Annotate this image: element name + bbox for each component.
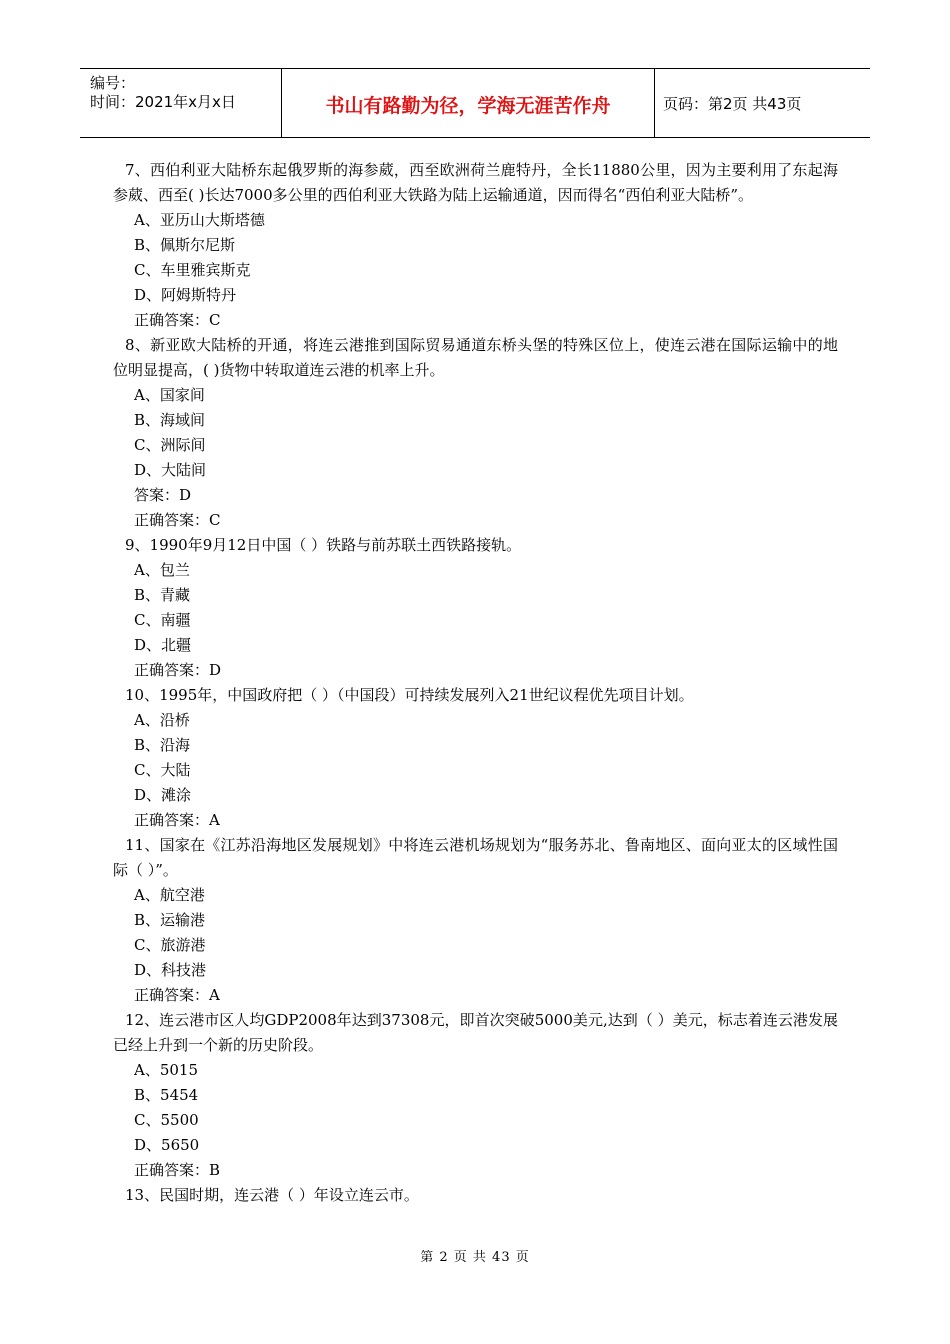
header-motto: 书山有路勤为径，学海无涯苦作舟 [325, 95, 611, 117]
answer-option: B、佩斯尔尼斯 [134, 236, 236, 254]
answer-option: A、航空港 [134, 886, 205, 904]
header-motto-cell [282, 69, 655, 137]
answer-option: D、5650 [134, 1136, 200, 1154]
answer-option: A、5015 [134, 1061, 199, 1079]
question-block [113, 533, 838, 683]
question-block [113, 158, 838, 333]
answer-option: D、阿姆斯特丹 [134, 286, 237, 304]
question-block [113, 333, 838, 533]
answer-option: D、北疆 [134, 636, 192, 654]
document-time-label: 时间：2021年x月x日 [90, 93, 236, 111]
answer-option: D、滩涂 [134, 786, 192, 804]
question-text: 9、1990年9月12日中国（ ）铁路与前苏联土西铁路接轨。 [125, 536, 522, 554]
answer-option: C、车里雅宾斯克 [134, 261, 251, 279]
answer-option: C、5500 [134, 1111, 199, 1129]
correct-answer: 正确答案：A [134, 986, 220, 1004]
question-block [113, 833, 838, 1008]
answer-option: A、沿桥 [134, 711, 190, 729]
document-number-label: 编号： [90, 74, 136, 92]
header-page-label: 页码：第2页 共43页 [663, 95, 802, 113]
answer-option: C、大陆 [134, 761, 191, 779]
question-text: 12、连云港市区人均GDP2008年达到37308元，即首次突破5000美元,达到（ ）美元，标志着连云港发展已经上升到一个新的历史阶段。 [113, 1011, 838, 1054]
correct-answer: 正确答案：D [134, 661, 222, 679]
page-footer: 第 2 页 共 43 页 [420, 1250, 530, 1265]
answer-option: A、亚历山大斯塔德 [134, 211, 265, 229]
question-list [113, 158, 838, 1208]
correct-answer: 正确答案：C [134, 511, 221, 529]
question-block [113, 1183, 838, 1208]
answer-option: A、国家间 [134, 386, 205, 404]
answer-option: B、沿海 [134, 736, 191, 754]
question-text: 8、新亚欧大陆桥的开通，将连云港推到国际贸易通道东桥头堡的特殊区位上，使连云港在国际运输中的地位明显提高，( )货物中转取道连云港的机率上升。 [113, 336, 838, 379]
answer-option: D、科技港 [134, 961, 207, 979]
answer-option: C、洲际间 [134, 436, 206, 454]
header-info-cell [80, 69, 282, 137]
question-block [113, 683, 838, 833]
question-block [113, 1008, 838, 1183]
answer-option: B、运输港 [134, 911, 206, 929]
answer-option: B、5454 [134, 1086, 199, 1104]
page-header [80, 68, 870, 138]
answer-option: A、包兰 [134, 561, 190, 579]
answer-option: B、青藏 [134, 586, 191, 604]
correct-answer: 正确答案：C [134, 311, 221, 329]
answer-option: C、南疆 [134, 611, 191, 629]
answer-option: C、旅游港 [134, 936, 206, 954]
question-text: 7、西伯利亚大陆桥东起俄罗斯的海参葳，西至欧洲荷兰鹿特丹，全长11880公里，因为主要利用了东起海参葳、西至( )长达7000多公里的西伯利亚大铁路为陆上运输通道，因而得名“西伯利亚大陆桥”。 [113, 161, 838, 204]
answer-option: B、海域间 [134, 411, 206, 429]
correct-answer: 正确答案：B [134, 1161, 221, 1179]
question-text: 11、国家在《江苏沿海地区发展规划》中将连云港机场规划为“服务苏北、鲁南地区、面向亚太的区域性国际（ ）”。 [113, 836, 838, 879]
correct-answer: 正确答案：A [134, 811, 220, 829]
question-text: 10、1995年，中国政府把（ ）（中国段）可持续发展列入21世纪议程优先项目计划。 [125, 686, 694, 704]
answer-option: D、大陆间 [134, 461, 207, 479]
correct-answer: 答案：D [134, 486, 192, 504]
question-text: 13、民国时期，连云港（ ）年设立连云市。 [125, 1186, 419, 1204]
